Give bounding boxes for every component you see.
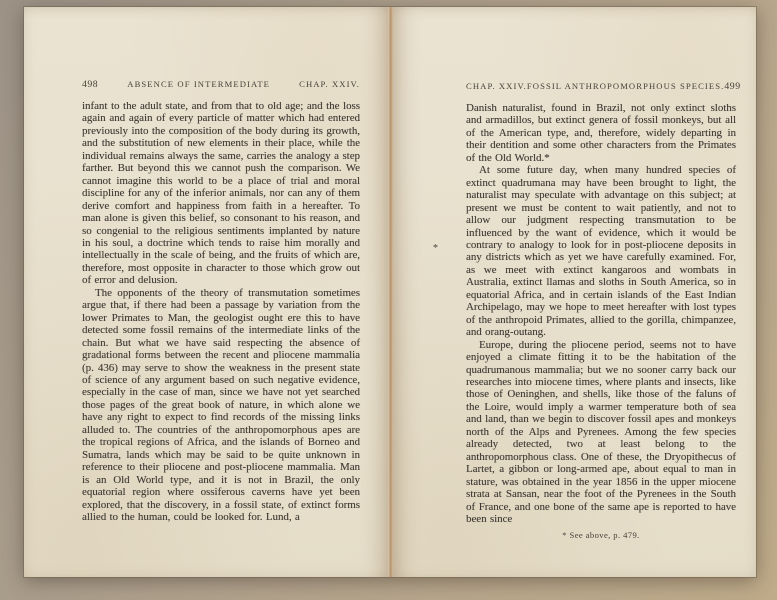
running-header: FOSSIL ANTHROPOMORPHOUS SPECIES. [526, 81, 725, 91]
left-page [24, 7, 388, 577]
paragraph: Danish naturalist, found in Brazil, not only extinct sloths and armadillos, but extinct genera of fossil monkeys, but all of the American type, and, therefore, widely departing in their dentition and some other characters from the Primates of the Old World.* [466, 102, 736, 164]
paragraph: At some future day, when many hundred species of extinct quadrumana may have been brought to light, the naturalist may speculate with advantage on this subject; at present we must be content to wait patiently, and not to allow our judgment respecting transmutation to be influenced by the want of evidence, which it would be contrary to analogy to look for in post-pliocene deposits in any districts which as yet we have carefully examined. For, as we meet with extinct kangaroos and wombats in Australia, extinct llamas and sloths in South America, so in equatorial Africa, and in certain islands of the East Indian Archipelago, may we hope to meet hereafter with lost types of the anthropoid Primates, allied to the gorilla, chimpanzee, and orang-outang. [466, 164, 736, 339]
page-number: 499 [724, 81, 741, 92]
paragraph: The opponents of the theory of transmutation sometimes argue that, if there had been a passage by variation from the lower Primates to Man, the geologist ought ere this to have detected some fossil remains of the intermediate links of the chain. But what we have said respecting the absence of gradational forms between the recent and pliocene mammalia (p. 436) may serve to show the weakness in the present state of science of any argument based on such negative evidence, especially in the case of man, since we have not yet searched those pages of the great book of nature, in which alone we have any right to expect to find records of the missing links alluded to. The countries of the anthropomorphous apes are the tropical regions of Africa, and the islands of Borneo and Sumatra, lands which may be said to be quite unknown in reference to their pliocene and post-pliocene mammalia. Man is an Old World type, and it is not in Brazil, the only equatorial region where ossiferous caverns have yet been explored, that the discovery, in a fossil state, of extinct forms allied to the human, could be looked for. Lund, a [82, 286, 360, 523]
right-page-header [466, 81, 741, 92]
right-page [393, 7, 756, 577]
chapter-label: CHAP. XXIV. [466, 81, 527, 91]
paragraph: Europe, during the pliocene period, seems not to have enjoyed a climate fitting it to be the habitation of the quadrumanous mammalia; but we no sooner carry back our researches into miocene times, where plants and insects, like those of Oeninghen, and shells, like those of the faluns of the Loire, would imply a warmer temperature both of sea and land, than we begin to discover fossil apes and monkeys north of the Alps and Pyrenees. Among the few species already detected, two at least belong to the anthropomorphous class. One of these, the Dryopithecus of Lartet, a gibbon or long-armed ape, about equal to man in stature, was obtained in the year 1856 in the upper miocene strata at Sansan, near the foot of the Pyrenees in the South of France, and one bone of the same ape is reported to have been since [466, 338, 736, 525]
page-number: 498 [82, 79, 99, 90]
margin-asterisk: * [433, 243, 438, 254]
right-body-text [466, 102, 736, 525]
paragraph: infant to the adult state, and from that to old age; and the loss again and again of every particle of matter which had entered previously into the composition of the body during its growth, and the substitution of new elements in their place, while the individual remains always the same, carries the analogy a step farther. But beyond this we cannot push the comparison. We cannot imagine this world to be a place of trial and moral discipline for any of the inferior animals, nor can any of them derive comfort and happiness from faith in a hereafter. To man alone is given this belief, so consonant to his reason, and so congenial to the religious sentiments implanted by nature in his soul, a doctrine which tends to raise him morally and intellectually in the scale of being, and the fruits of which are, therefore, most opposite in character to those which grow out of error and delusion. [82, 100, 360, 287]
left-page-header [82, 79, 360, 90]
book-spread [24, 7, 756, 577]
chapter-label: CHAP. XXIV. [299, 79, 360, 89]
footnote: * See above, p. 479. [562, 530, 640, 541]
running-header: ABSENCE OF INTERMEDIATE [127, 79, 271, 89]
left-body-text [82, 100, 360, 523]
